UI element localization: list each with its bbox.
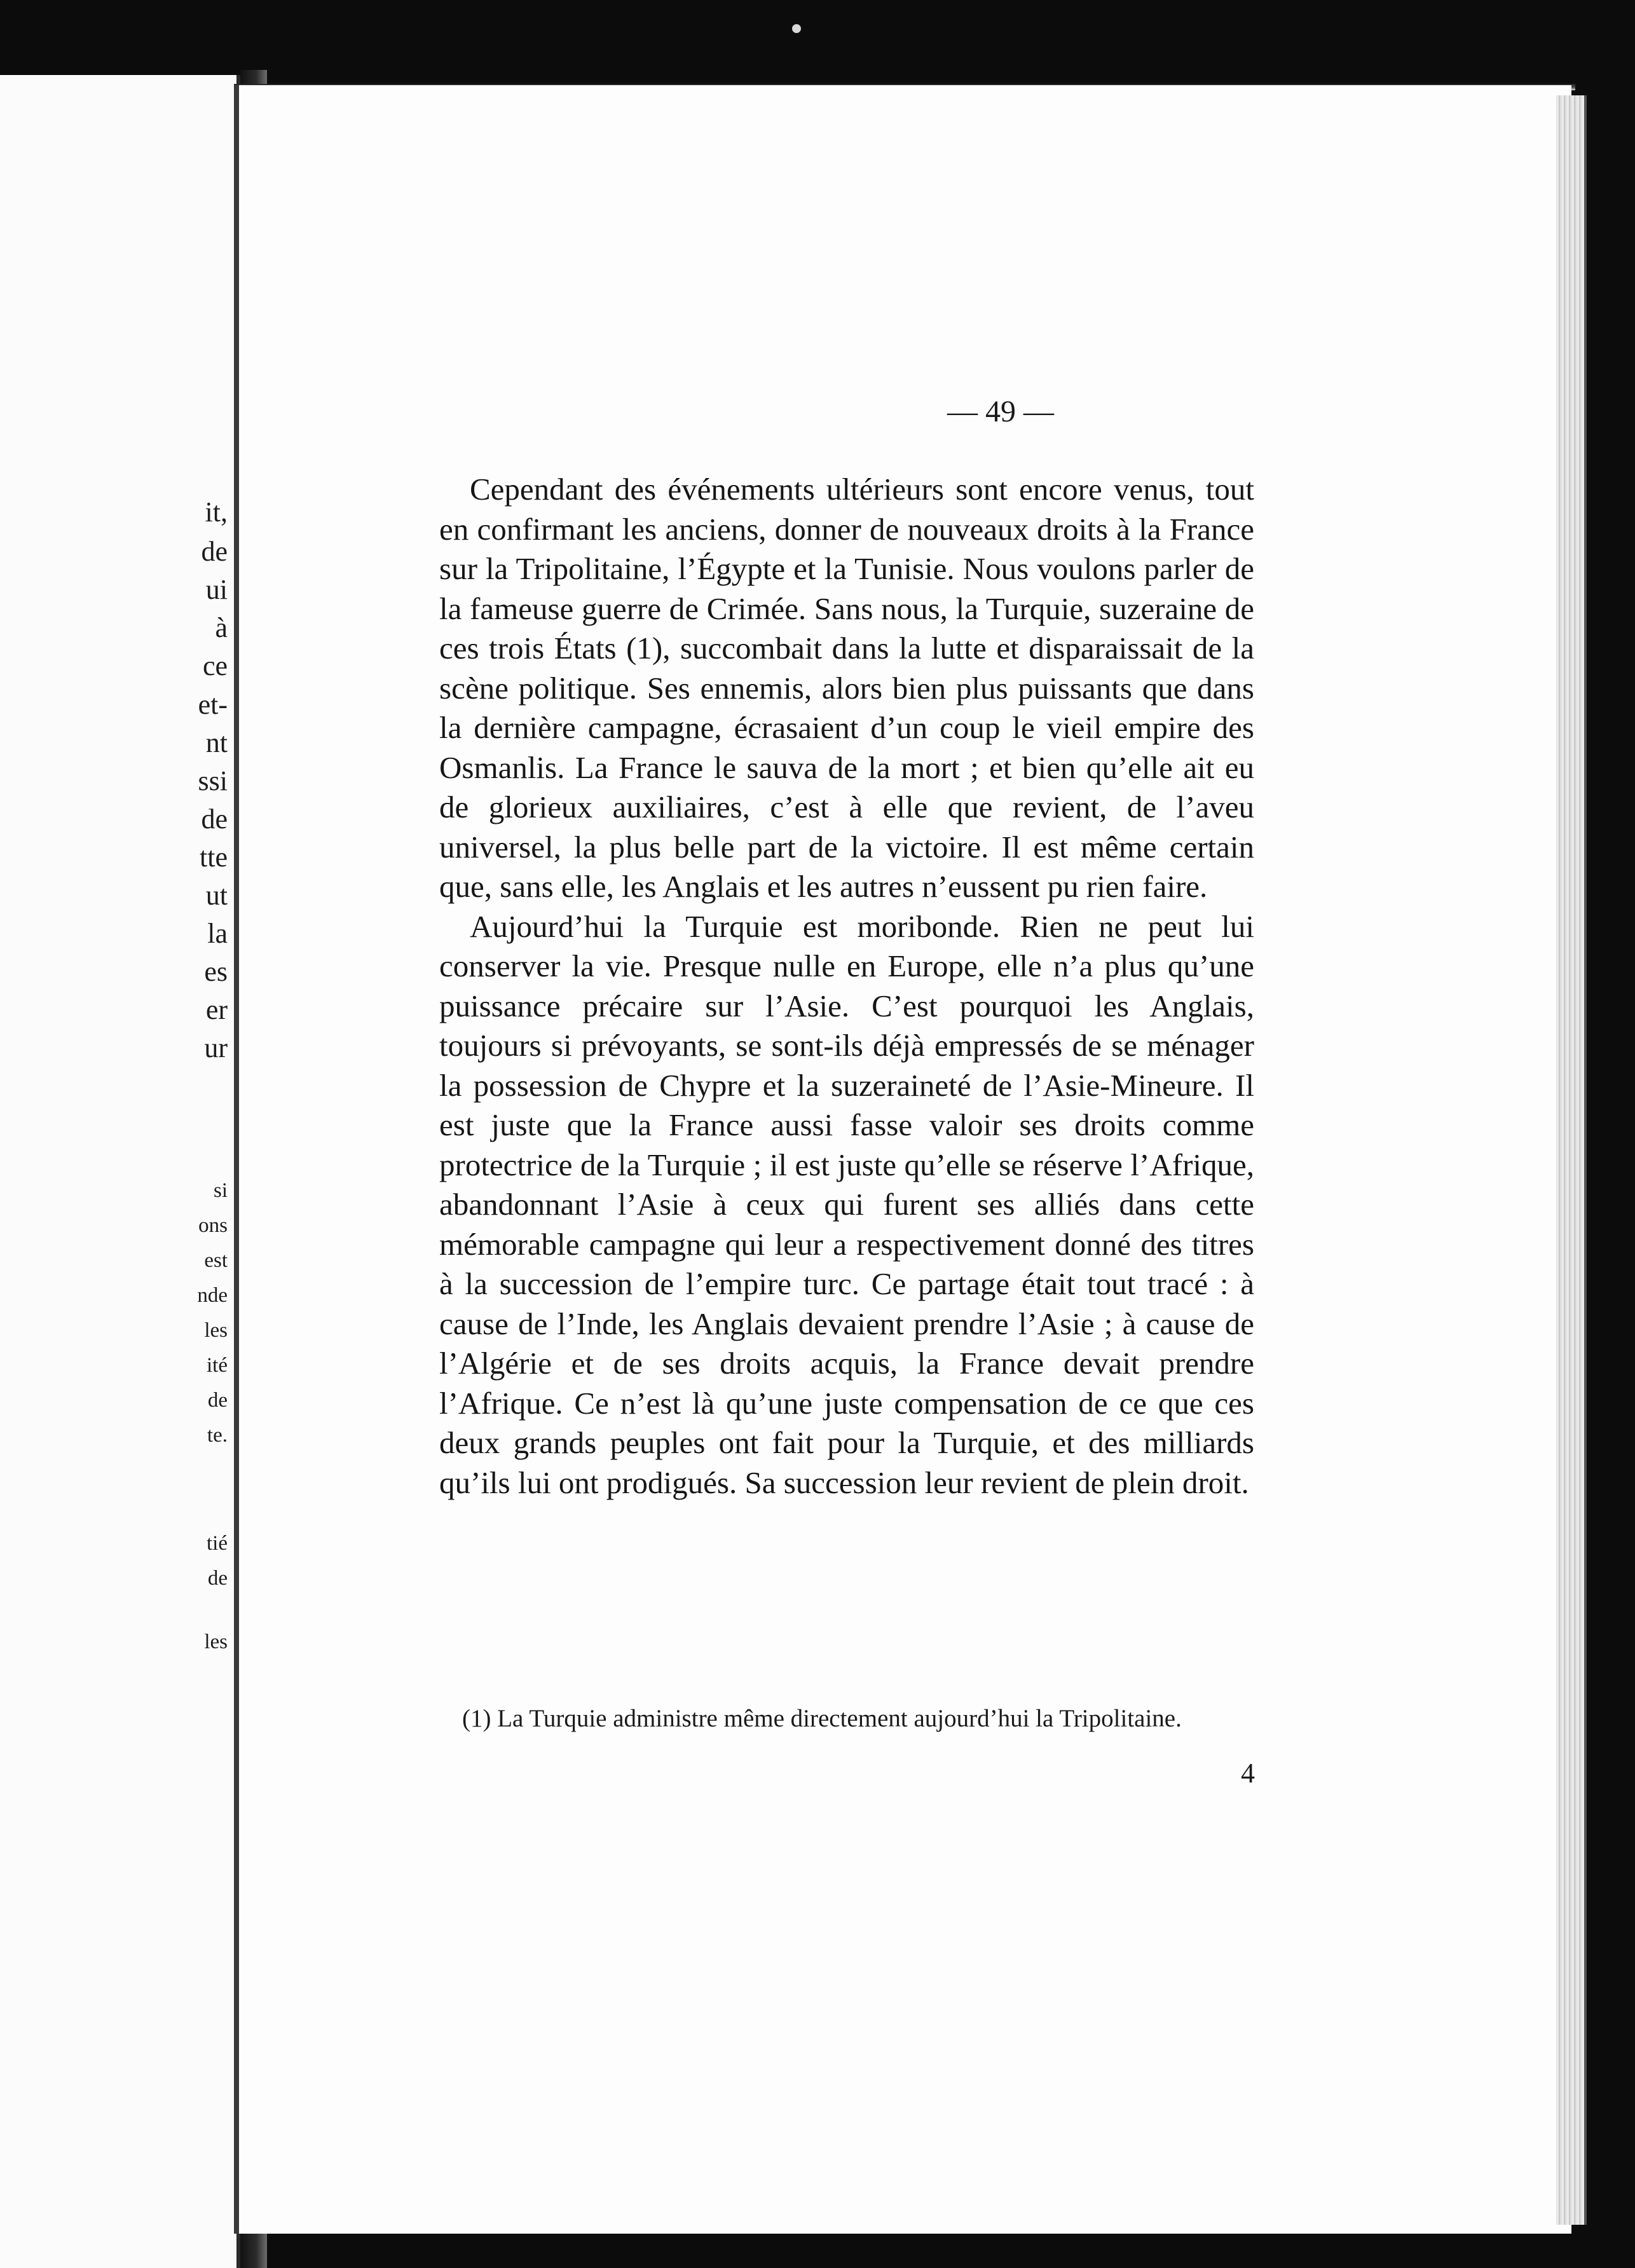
left-page-text-fragment: de <box>207 1389 228 1412</box>
paragraph: Aujourd’hui la Turquie est moribonde. Rien ne peut lui conserver la vie. Presque nulle en Europe, elle n’a plus qu’une puissance précaire sur l’Asie. C’est pourquoi les Anglais, toujours si prévoyants, se sont-ils déjà empressés de se ménager la possession de Chypre et la suzeraineté de l’Asie-Mineure. Il est juste que la France aussi fasse valoir ses droits comme protectrice de la Turquie ; il est juste qu’elle se réserve l’Afrique, abandonnant l’Asie à ceux qui furent ses alliés dans cette mémorable campagne qui leur a respectivement donné des titres à la succession de l’empire turc. Ce partage était tout tracé : à cause de l’Inde, les Anglais devaient prendre l’Asie ; à cause de l’Algérie et de ses droits acquis, la France devait prendre l’Afrique. Ce n’est là qu’une juste compensation de ce que ces deux grands peuples ont fait pour la Turquie, et des milliards qu’ils lui ont prodigués. Sa succession leur revient de plein droit. <box>439 908 1254 1500</box>
paragraph: Cependant des événements ultérieurs sont encore venus, tout en confirmant les anciens, donner de nouveaux droits à la France sur la Tripolitaine, l’Égypte et la Tunisie. Nous voulons parler de la fameuse guerre de Crimée. Sans nous, la Turquie, suzeraine de ces trois États (1), succombait dans la lutte et disparaissait de la scène politique. Ses ennemis, alors bien plus puissants que dans la dernière campagne, écrasaient d’un coup le vieil empire des Osmanlis. La France le sauva de la mort ; et bien qu’elle ait eu de glorieux auxiliaires, c’est à elle que revient, de l’aveu universel, la plus belle part de la victoire. Il est même certain que, sans elle, les Anglais et les autres n’eussent pu rien faire. <box>439 472 1254 904</box>
left-page-text-fragment: si <box>213 1179 228 1202</box>
dust-speck <box>792 24 801 33</box>
left-page-text-fragment: de <box>201 803 228 835</box>
left-page-text-fragment: nt <box>205 727 228 758</box>
left-page-text-fragment: nde <box>197 1284 228 1307</box>
left-page-text-fragment: es <box>204 956 228 987</box>
page-stack-edge <box>1556 95 1587 2225</box>
left-page-text-fragment: les <box>204 1319 228 1342</box>
footnote: (1) La Turquie administre même directement aujourd’hui la Tripolitaine. <box>462 1705 1182 1732</box>
body-text <box>439 470 1254 1503</box>
left-page-text-fragment: de <box>201 536 228 567</box>
left-page-text-fragment: it, <box>205 496 228 528</box>
left-page-text-fragment: er <box>205 994 228 1025</box>
left-page-text-fragment: est <box>204 1249 228 1272</box>
left-page-text-fragment: ons <box>198 1214 228 1237</box>
left-page-text-fragment: tte <box>200 842 228 873</box>
page-number: — 49 — <box>947 395 1054 428</box>
left-page-text-fragment: les <box>204 1630 228 1653</box>
left-page-text-fragment: ité <box>207 1354 228 1377</box>
previous-page-fragment <box>0 75 240 2268</box>
left-page-text-fragment: ui <box>205 574 228 605</box>
left-page-text-fragment: à <box>215 612 228 643</box>
left-page-text-fragment: ce <box>202 650 228 681</box>
left-page-text-fragment: ur <box>204 1032 228 1063</box>
left-page-text-fragment: la <box>207 918 228 949</box>
left-page-text-fragment: de <box>207 1567 228 1590</box>
left-page-text-fragment: ssi <box>198 765 228 796</box>
left-page-text-fragment: et- <box>198 689 228 720</box>
left-page-text-fragment: ut <box>205 880 228 911</box>
current-page <box>234 85 1571 2234</box>
signature-mark: 4 <box>1241 1758 1255 1789</box>
left-page-text-fragment: te. <box>207 1424 228 1447</box>
left-page-text-fragment: tié <box>207 1532 228 1555</box>
